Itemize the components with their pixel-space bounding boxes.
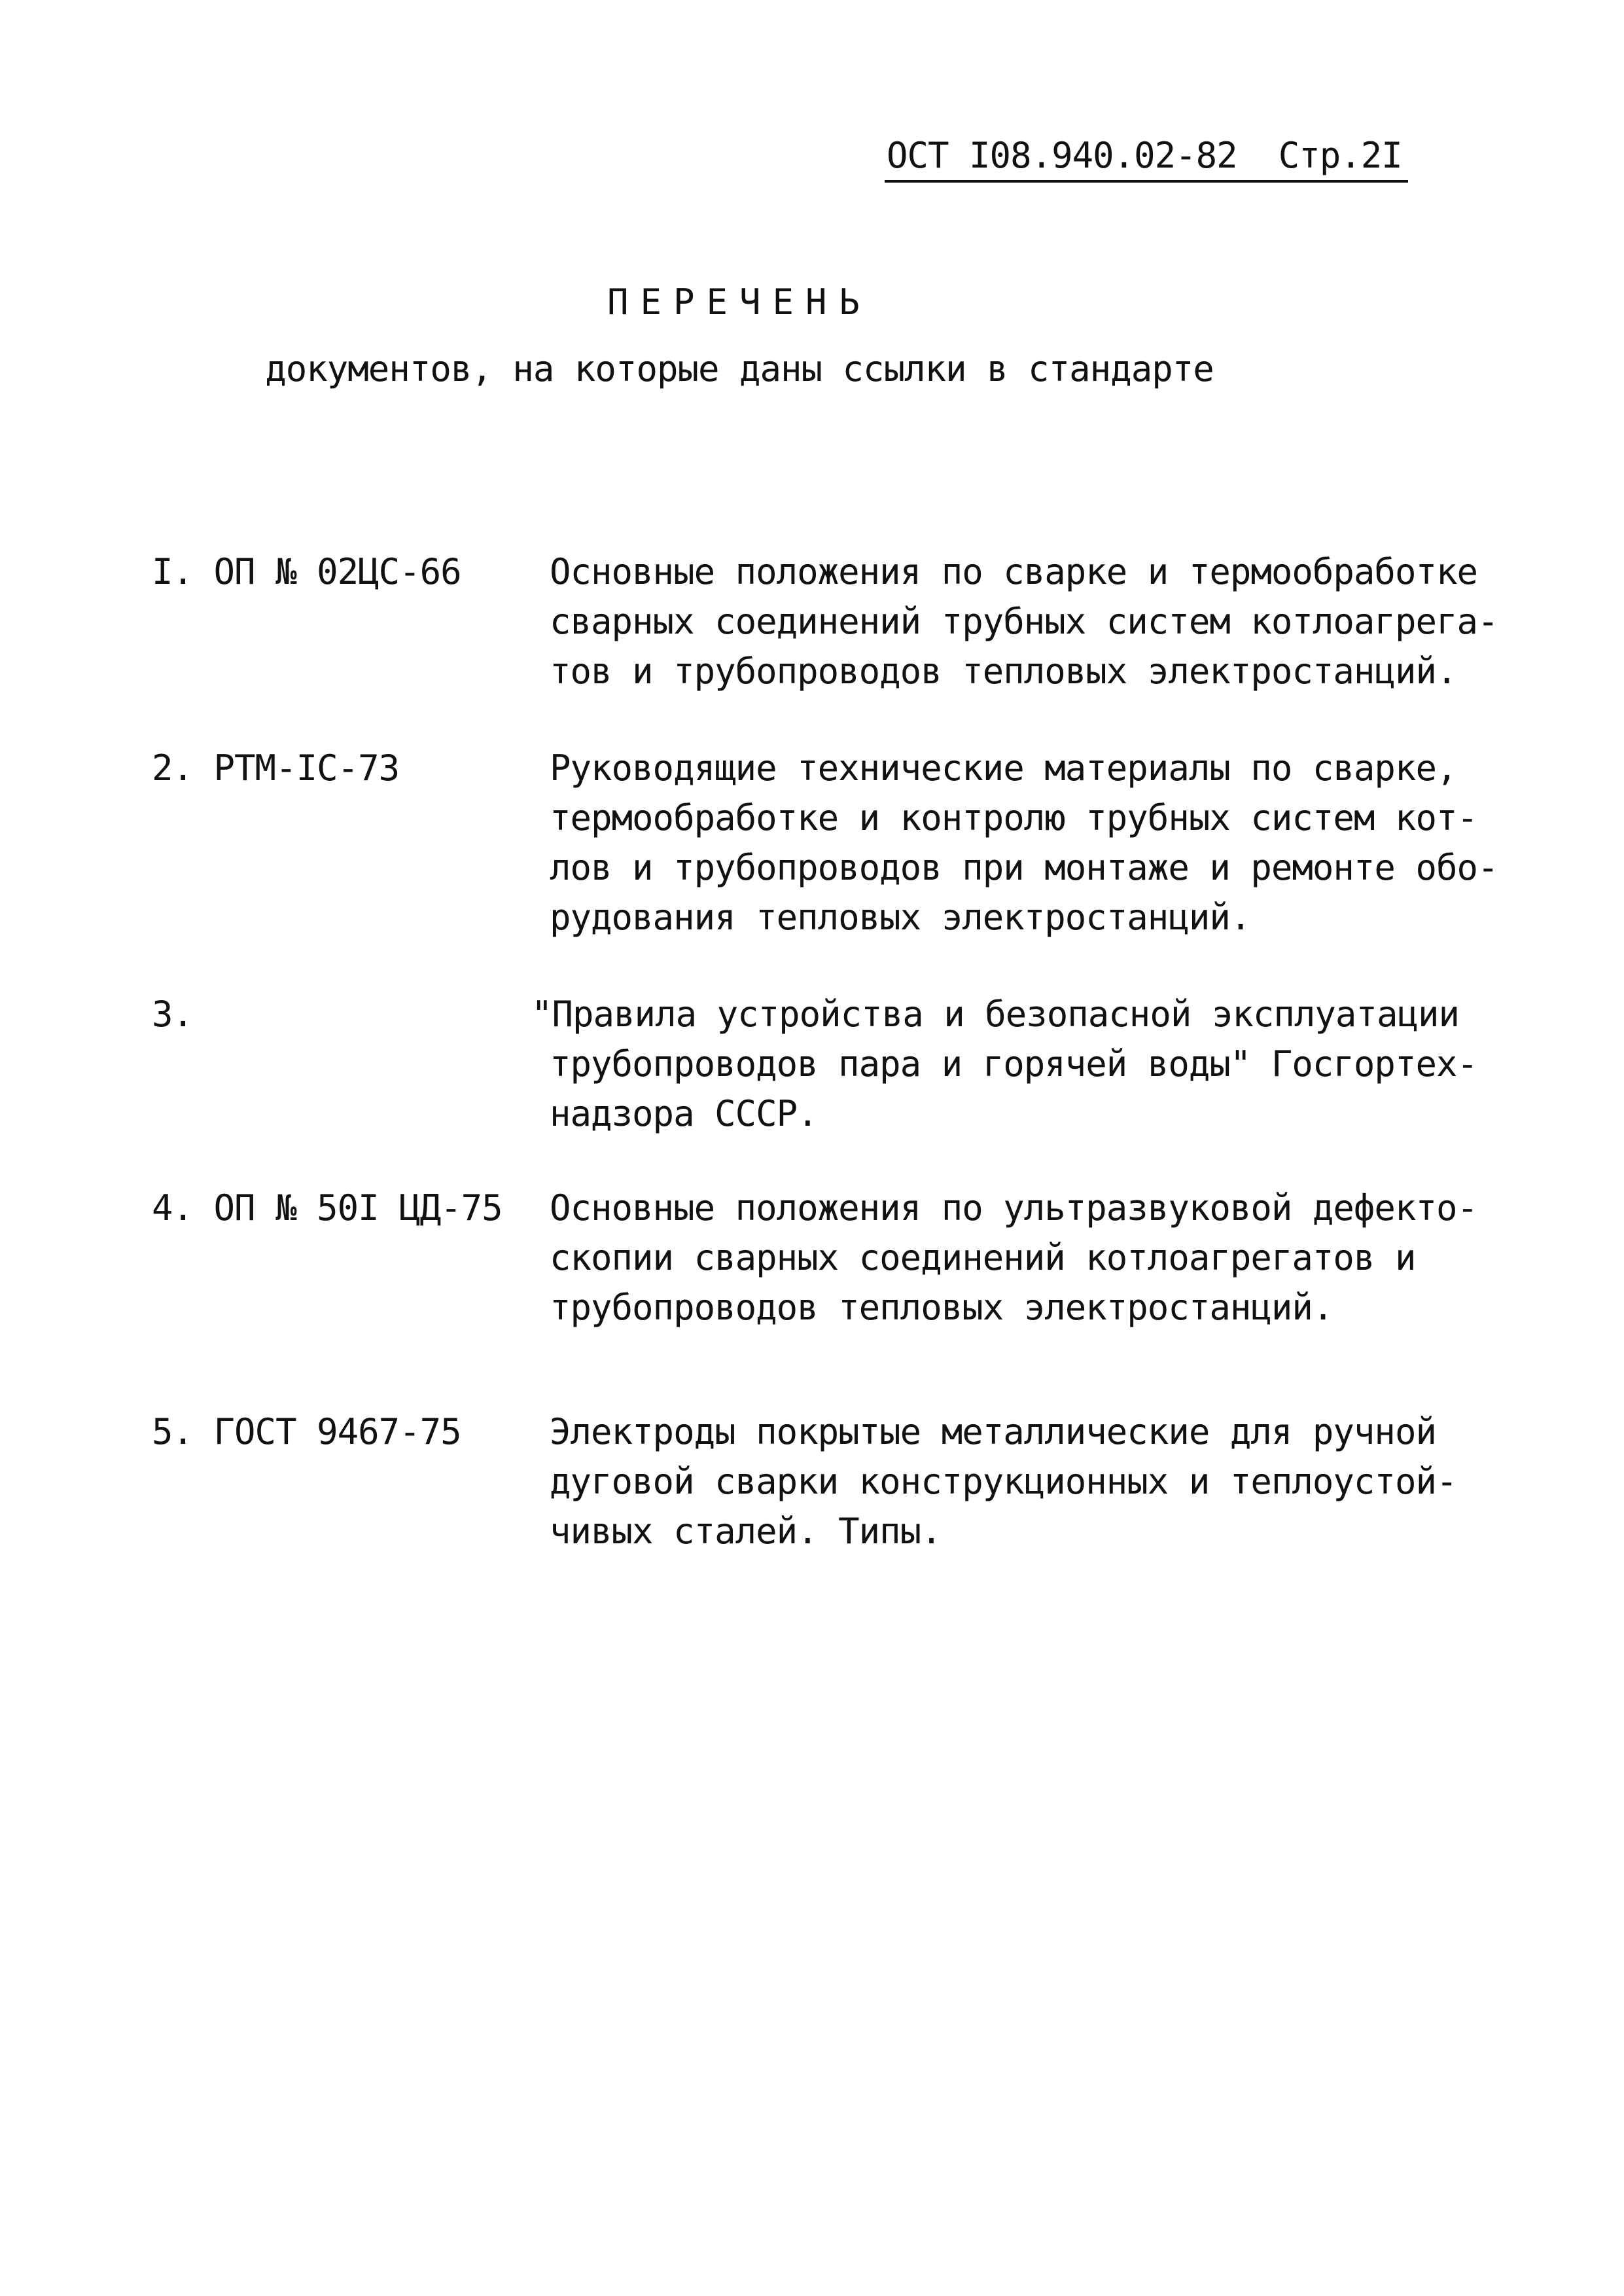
description-line: "Правила устройства и безопасной эксплуатации [531, 994, 1459, 1035]
description-line: Руководящие технические материалы по сварке, [550, 747, 1457, 789]
reference-code-2: 2. РТМ-IС-73 [152, 747, 400, 789]
description-line: Основные положения по сварке и термообработке [550, 551, 1477, 592]
list-subtitle: документов, на которые даны ссылки в стандарте [265, 348, 1214, 389]
reference-code-3: 3. [152, 994, 194, 1035]
document-reference: ОСТ I08.940.02-82 Стр.2I [887, 135, 1402, 176]
description-line: рудования тепловых электростанций. [550, 897, 1251, 938]
description-line: надзора СССР. [550, 1093, 818, 1134]
description-line: скопии сварных соединений котлоагрегатов и [550, 1237, 1416, 1278]
description-line: лов и трубопроводов при монтаже и ремонте обо- [550, 847, 1498, 888]
description-line: чивых сталей. Типы. [550, 1511, 942, 1552]
header-underline [885, 180, 1408, 183]
description-line: сварных соединений трубных систем котлоагрега- [550, 601, 1498, 642]
description-line: Электроды покрытые металлические для ручной [550, 1411, 1436, 1452]
reference-code-1: I. ОП № 02ЦС-66 [152, 551, 461, 592]
description-line: термообработке и контролю трубных систем кот- [550, 797, 1477, 838]
description-line: трубопроводов тепловых электростанций. [550, 1287, 1333, 1328]
reference-description-5 [550, 1407, 1456, 1556]
reference-description-1 [550, 547, 1498, 696]
description-line: тов и трубопроводов тепловых электростанций. [550, 651, 1457, 692]
reference-description-3 [531, 990, 1477, 1139]
list-title: ПЕРЕЧЕНЬ [607, 281, 872, 323]
reference-description-2 [550, 744, 1498, 942]
description-line: Основные положения по ультразвуковой дефекто- [550, 1187, 1477, 1229]
description-line: трубопроводов пара и горячей воды" Госгортех- [550, 1043, 1477, 1085]
description-line: дуговой сварки конструкционных и теплоустой- [550, 1461, 1457, 1502]
reference-code-4: 4. ОП № 50I ЦД-75 [152, 1187, 503, 1229]
reference-code-5: 5. ГОСТ 9467-75 [152, 1411, 461, 1452]
reference-description-4 [550, 1183, 1477, 1333]
